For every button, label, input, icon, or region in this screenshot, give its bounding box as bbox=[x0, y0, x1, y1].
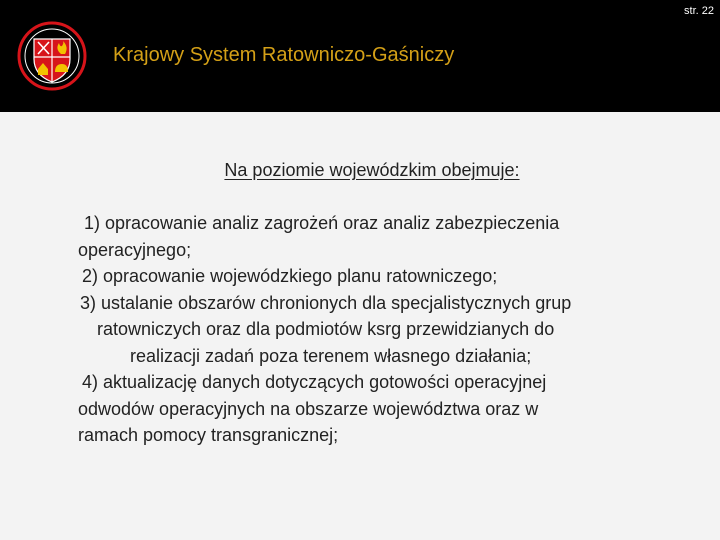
header-bar bbox=[0, 0, 720, 112]
list-line: operacyjnego; bbox=[78, 239, 192, 260]
list-line: ramach pomocy transgranicznej; bbox=[78, 425, 339, 445]
content-list bbox=[78, 210, 688, 449]
section-heading: Na poziomie wojewódzkim obejmuje: bbox=[224, 160, 520, 180]
header-title: Krajowy System Ratowniczo-Gaśniczy bbox=[113, 44, 455, 66]
list-line: realizacji zadań poza terenem własnego działania; bbox=[130, 345, 532, 366]
page-number: str. 22 bbox=[684, 5, 714, 17]
list-line: 1) opracowanie analiz zagrożeń oraz analiz zabezpieczenia bbox=[84, 213, 560, 233]
list-line: odwodów operacyjnych na obszarze województwa oraz w bbox=[78, 398, 539, 419]
list-line: ratowniczych oraz dla podmiotów ksrg przewidzianych do bbox=[97, 319, 555, 339]
list-line: 4) aktualizację danych dotyczących gotowości operacyjnej bbox=[82, 372, 547, 392]
fire-service-logo-icon bbox=[17, 19, 87, 93]
list-line: 3) ustalanie obszarów chronionych dla specjalistycznych grup bbox=[80, 292, 572, 313]
list-line: 2) opracowanie wojewódzkiego planu ratowniczego; bbox=[82, 266, 498, 286]
